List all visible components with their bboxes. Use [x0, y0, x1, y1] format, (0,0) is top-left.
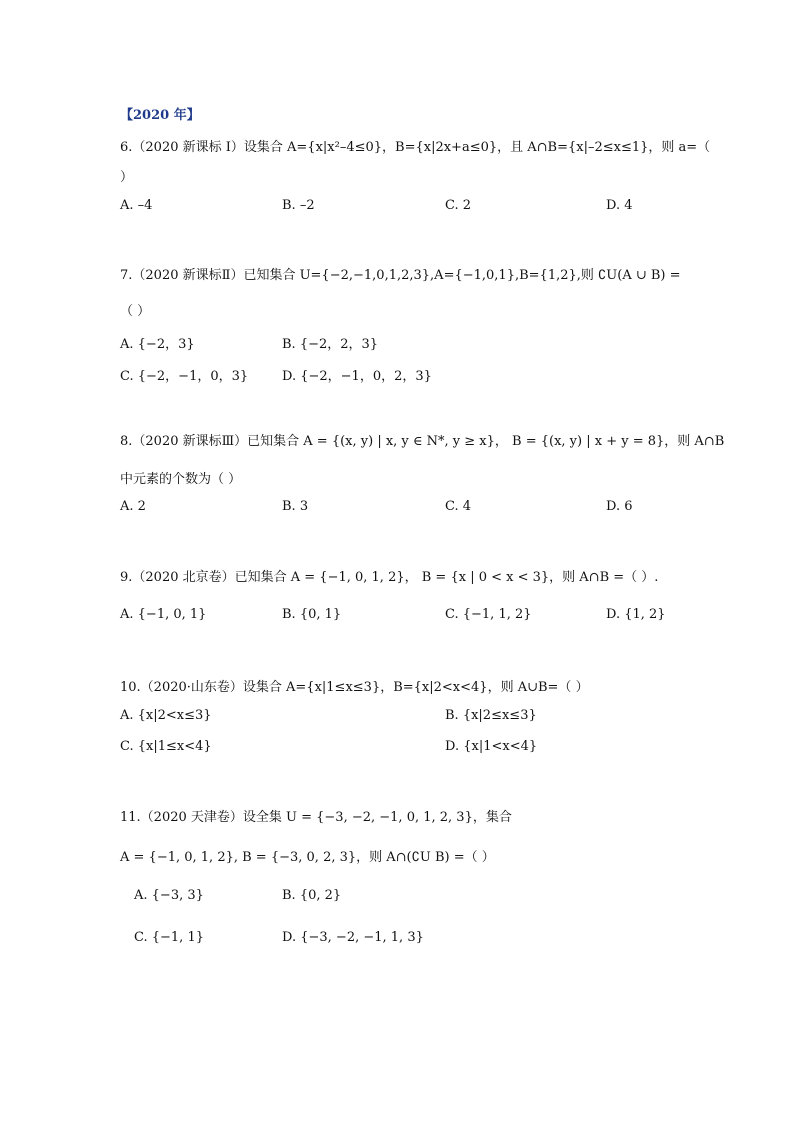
question-8-stem-cont: 中元素的个数为（ ）: [120, 472, 242, 487]
question-9-stem: 9.（2020 北京卷）已知集合 A = {−1, 0, 1, 2}， B = {x | 0 < x < 3}，则 A∩B =（ ）.: [120, 570, 659, 585]
question-9-option-a: A. {−1, 0, 1}: [120, 607, 207, 622]
question-11-option-d: D. {−3, −2, −1, 1, 3}: [282, 930, 424, 945]
question-11-stem-cont: A = {−1, 0, 1, 2}, B = {−3, 0, 2, 3}，则 A∩(∁U B) =（ ）: [120, 850, 495, 865]
question-11-option-b: B. {0, 2}: [282, 888, 342, 903]
question-7-stem: 7.（2020 新课标Ⅱ）已知集合 U={−2,−1,0,1,2,3},A={−1,0,1},B={1,2},则 ∁U(A ∪ B) =: [120, 268, 681, 283]
question-6-option-a: A. –4: [120, 198, 153, 213]
question-7-option-d: D. {−2，−1，0，2，3}: [282, 369, 432, 384]
question-10-option-d: D. {x|1<x<4}: [445, 739, 538, 754]
question-7-stem-cont: （ ）: [120, 304, 151, 319]
question-8-option-a: A. 2: [120, 499, 146, 514]
question-8-option-c: C. 4: [445, 499, 472, 514]
question-9-option-b: B. {0, 1}: [282, 607, 342, 622]
question-11-stem: 11.（2020 天津卷）设全集 U = {−3, −2, −1, 0, 1, 2, 3}，集合: [120, 810, 512, 825]
question-11-option-a: A. {−3, 3}: [134, 888, 204, 903]
question-7-option-a: A. {−2，3}: [120, 337, 195, 352]
question-8-option-b: B. 3: [282, 499, 309, 514]
question-6-stem: 6.（2020 新课标 Ⅰ）设集合 A={x|x²–4≤0}，B={x|2x+a≤0}，且 A∩B={x|–2≤x≤1}，则 a=（: [120, 140, 711, 155]
question-10-option-c: C. {x|1≤x<4}: [120, 739, 212, 754]
question-10-option-b: B. {x|2≤x≤3}: [445, 708, 537, 723]
question-6-option-d: D. 4: [606, 198, 633, 213]
question-6-option-c: C. 2: [445, 198, 472, 213]
question-7-option-c: C. {−2，−1，0，3}: [120, 369, 249, 384]
question-10-option-a: A. {x|2<x≤3}: [120, 708, 212, 723]
question-9-option-d: D. {1, 2}: [606, 607, 666, 622]
question-8-stem: 8.（2020 新课标Ⅲ）已知集合 A = {(x, y) | x, y ∈ N*, y ≥ x}， B = {(x, y) | x + y = 8}，则 A∩B: [120, 434, 725, 449]
question-9-option-c: C. {−1, 1, 2}: [445, 607, 532, 622]
question-11-option-c: C. {−1, 1}: [134, 930, 204, 945]
question-6-option-b: B. –2: [282, 198, 315, 213]
question-10-stem: 10.（2020·山东卷）设集合 A={x|1≤x≤3}，B={x|2<x<4}，则 A∪B=（ ）: [120, 680, 589, 695]
question-6-stem-cont: ）: [120, 170, 134, 185]
section-header: 【2020 年】: [120, 108, 200, 123]
question-7-option-b: B. {−2，2，3}: [282, 337, 379, 352]
question-8-option-d: D. 6: [606, 499, 633, 514]
